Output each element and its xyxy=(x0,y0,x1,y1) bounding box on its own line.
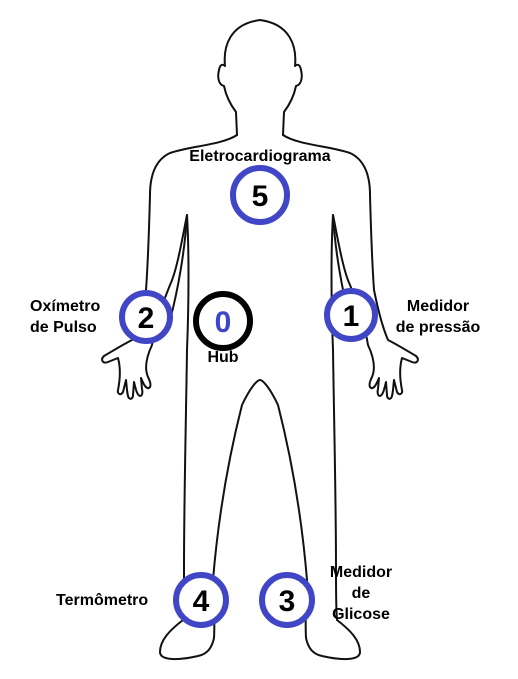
blood-pressure-label xyxy=(383,296,493,338)
glucose-meter-label-line-1: Medidor xyxy=(329,564,393,581)
pulse-oximeter-label xyxy=(30,296,120,338)
pulse-oximeter-label-line-1: Oxímetro xyxy=(30,298,101,315)
ecg-label: Eletrocardiograma xyxy=(189,148,331,165)
hub-label: Hub xyxy=(207,349,239,366)
thermometer-label: Termômetro xyxy=(56,592,149,609)
blood-pressure-marker-number: 1 xyxy=(342,300,360,333)
glucose-meter-label-line-3: Glicose xyxy=(332,606,390,623)
thermometer-marker-number: 4 xyxy=(192,585,210,618)
hub-marker-number: 0 xyxy=(214,306,232,339)
blood-pressure-label-line-2: de pressão xyxy=(395,319,481,336)
glucose-meter-label xyxy=(318,562,404,625)
blood-pressure-label-line-1: Medidor xyxy=(406,298,470,315)
head-outline xyxy=(218,20,302,135)
pulse-oximeter-marker-number: 2 xyxy=(137,302,155,335)
glucose-meter-label-line-2: de xyxy=(351,585,371,602)
pulse-oximeter-label-line-2: de Pulso xyxy=(30,319,97,336)
ecg-marker-number: 5 xyxy=(251,180,269,213)
glucose-meter-marker-number: 3 xyxy=(278,585,296,618)
